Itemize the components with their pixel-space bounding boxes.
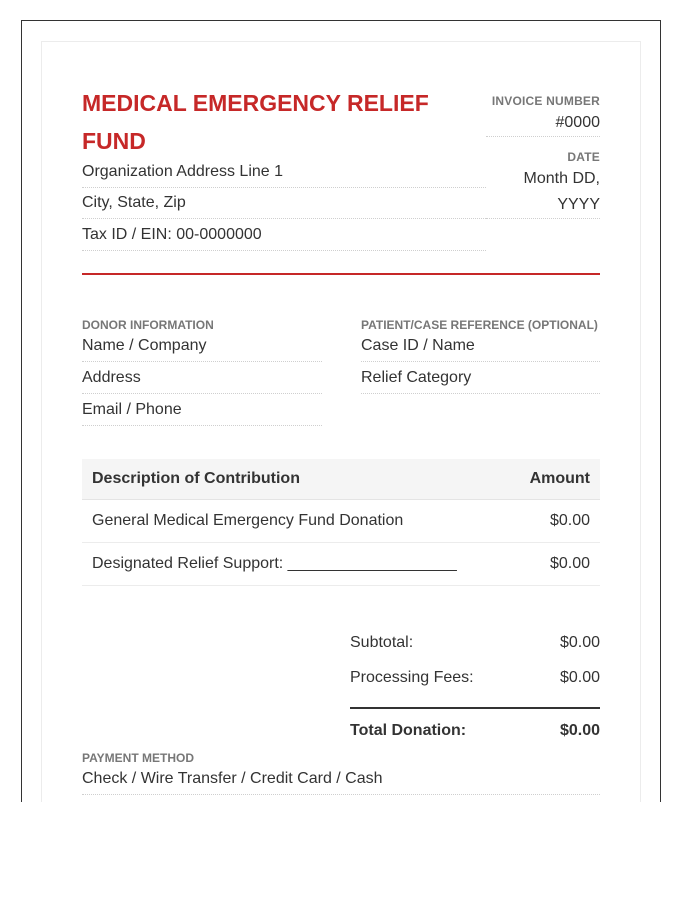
payment-section <box>82 751 600 795</box>
donor-section-label: DONOR INFORMATION <box>82 318 214 332</box>
row-amount: $0.00 <box>510 542 600 585</box>
total-divider <box>350 707 600 709</box>
contribution-table <box>82 459 600 586</box>
case-id-field: Case ID / Name <box>361 336 600 362</box>
org-address-line: Organization Address Line 1 <box>82 162 486 188</box>
donor-name-field: Name / Company <box>82 336 322 362</box>
donor-section <box>82 318 322 426</box>
header-divider <box>82 273 600 275</box>
row-amount: $0.00 <box>510 499 600 542</box>
relief-category-field: Relief Category <box>361 368 600 394</box>
subtotal-value: $0.00 <box>559 634 600 651</box>
row-description: General Medical Emergency Fund Donation <box>82 499 510 542</box>
date-value <box>486 166 600 219</box>
date-value-line1: Month DD, <box>523 170 600 187</box>
date-label: DATE <box>567 150 600 164</box>
processing-fees-label: Processing Fees: <box>350 669 474 686</box>
donor-address-field: Address <box>82 368 322 394</box>
invoice-number-value: #0000 <box>486 110 600 137</box>
row-description: Designated Relief Support: ___________________ <box>82 542 510 585</box>
donor-contact-field: Email / Phone <box>82 400 322 426</box>
table-row <box>82 499 600 542</box>
payment-method-value: Check / Wire Transfer / Credit Card / Cash <box>82 769 600 795</box>
table-header-row <box>82 459 600 499</box>
column-header-description: Description of Contribution <box>82 459 510 499</box>
column-header-amount: Amount <box>510 459 600 499</box>
date-value-line2: YYYY <box>557 196 600 213</box>
patient-section-label: PATIENT/CASE REFERENCE (OPTIONAL) <box>361 318 598 332</box>
subtotal-label: Subtotal: <box>350 634 414 651</box>
processing-fees-value: $0.00 <box>559 669 600 686</box>
org-city-state-zip: City, State, Zip <box>82 193 486 219</box>
organization-name: MEDICAL EMERGENCY RELIEF FUND <box>82 90 429 154</box>
table-row <box>82 542 600 585</box>
payment-method-label: PAYMENT METHOD <box>82 751 195 765</box>
org-tax-id: Tax ID / EIN: 00-0000000 <box>82 225 486 251</box>
total-donation-value: $0.00 <box>559 722 600 739</box>
patient-section <box>361 318 600 394</box>
total-donation-label: Total Donation: <box>350 722 467 739</box>
invoice-number-label: INVOICE NUMBER <box>491 94 600 108</box>
